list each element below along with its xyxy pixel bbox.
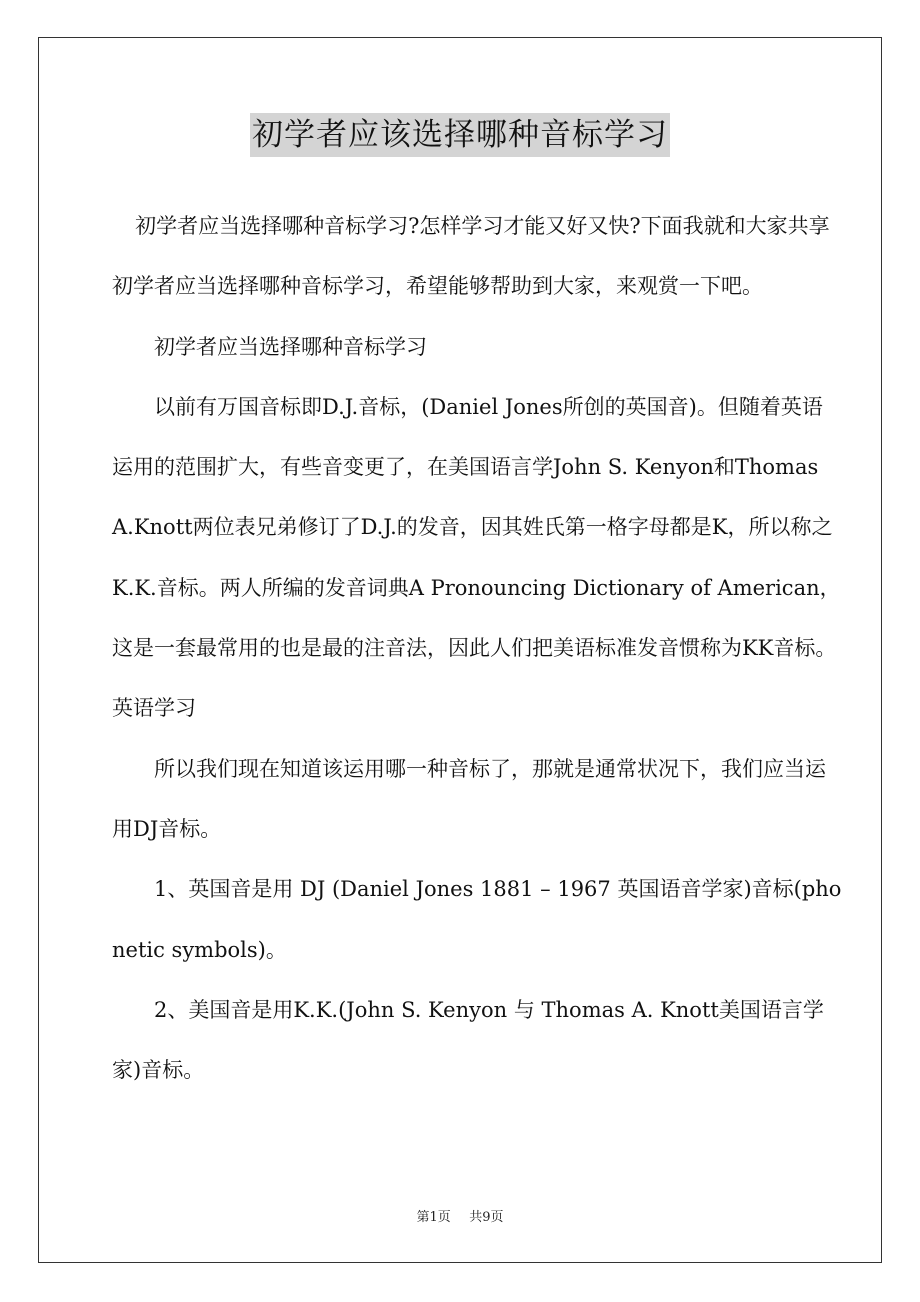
document-title: 初学者应该选择哪种音标学习 [250,113,670,157]
paragraph-history: 以前有万国音标即D.J.音标，(Daniel Jones所创的英国音)。但随着英语运用的范围扩大，有些音变更了，在美国语言学John S. Kenyon和Thomas A.Knott两位表兄弟修订了D.J.的发音，因其姓氏第一格字母都是K，所以称之K.K.音标。两人所编的发音词典A Pronouncing Dictionary of American，这是一套最常用的也是最的注音法，因此人们把美语标准发音惯称为KK音标。英语学习 [112,394,841,721]
title-container [0,113,920,157]
paragraph-conclusion: 所以我们现在知道该运用哪一种音标了，那就是通常状况下，我们应当运用DJ音标。 [112,756,826,841]
page-number: 第1页 [416,1210,451,1225]
page-total: 共9页 [469,1210,504,1225]
document-body [112,196,842,1100]
paragraph-point-1: 1、英国音是用 DJ (Daniel Jones 1881 – 1967 英国语音学家)音标(phonetic symbols)。 [112,877,842,962]
paragraph-point-2: 2、美国音是用K.K.(John S. Kenyon 与 Thomas A. Knott美国语言学家)音标。 [112,997,824,1083]
paragraph-subheading: 初学者应当选择哪种音标学习 [154,334,427,359]
paragraph-intro: 初学者应当选择哪种音标学习?怎样学习才能又好又快?下面我就和大家共享初学者应当选择哪种音标学习，希望能够帮助到大家，来观赏一下吧。 [112,214,830,299]
page-footer [0,1206,920,1225]
